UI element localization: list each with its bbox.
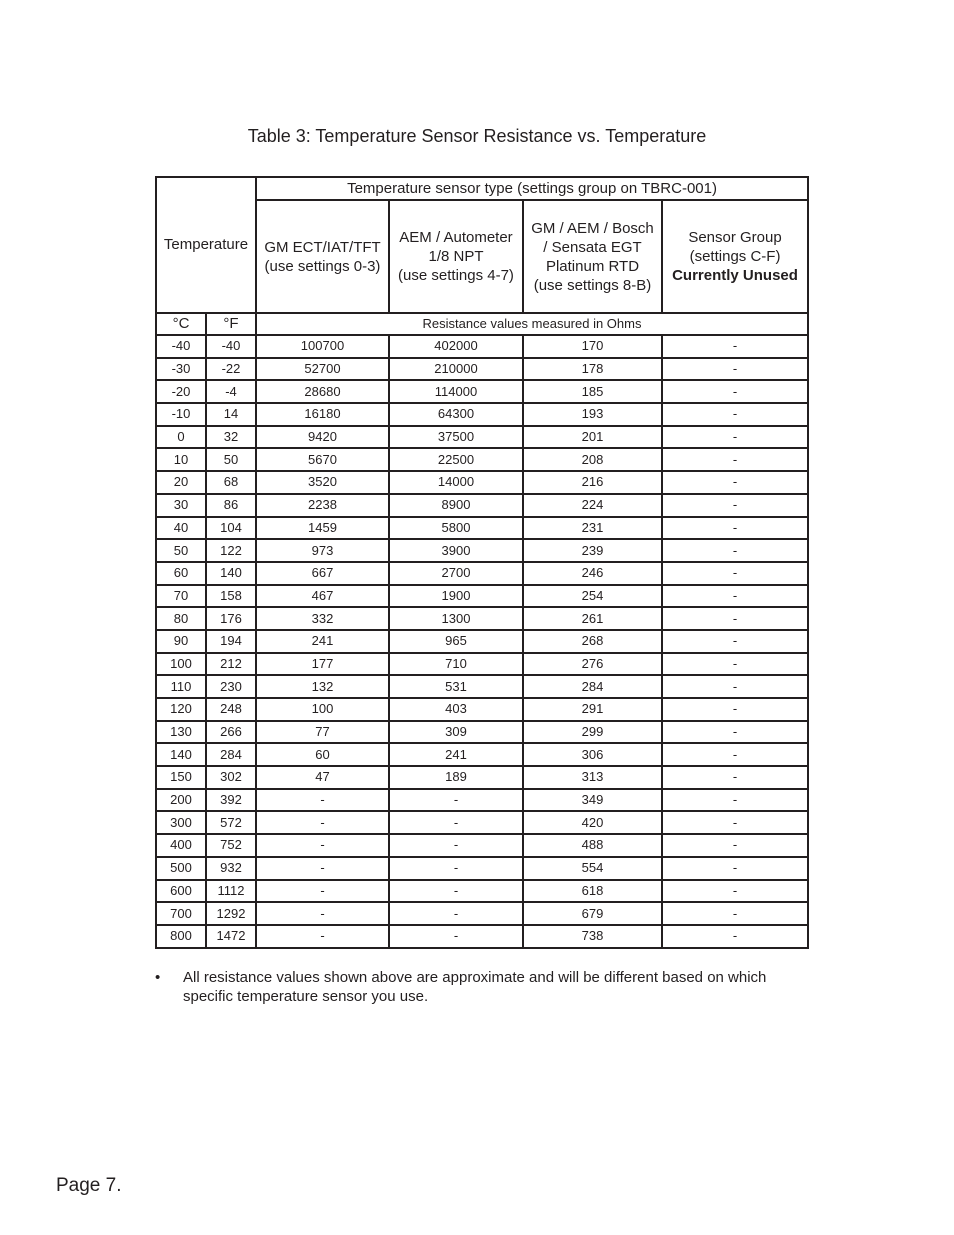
unused-group-cell: - [662, 880, 808, 903]
gm-ect-cell: 60 [256, 743, 389, 766]
table-row [156, 562, 808, 585]
temp-f-cell: 50 [206, 448, 256, 471]
temp-c-cell: 300 [156, 811, 206, 834]
table-row [156, 426, 808, 449]
temp-f-cell: 230 [206, 675, 256, 698]
aem-autometer-cell: 3900 [389, 539, 523, 562]
temp-c-cell: -10 [156, 403, 206, 426]
temp-c-cell: 20 [156, 471, 206, 494]
egt-rtd-cell: 201 [523, 426, 662, 449]
aem-autometer-cell: - [389, 902, 523, 925]
gm-ect-cell: 100 [256, 698, 389, 721]
gm-ect-cell: - [256, 857, 389, 880]
aem-autometer-cell: 37500 [389, 426, 523, 449]
bullet-icon: • [155, 969, 161, 986]
gm-ect-cell: 9420 [256, 426, 389, 449]
table-row [156, 403, 808, 426]
temp-c-cell: 500 [156, 857, 206, 880]
unused-group-cell: - [662, 766, 808, 789]
gm-ect-cell: - [256, 925, 389, 948]
table-row [156, 471, 808, 494]
table-row [156, 494, 808, 517]
aem-autometer-cell: - [389, 834, 523, 857]
temp-f-cell: -4 [206, 380, 256, 403]
unused-group-cell: - [662, 902, 808, 925]
temp-c-cell: -40 [156, 335, 206, 358]
temp-f-cell: 1472 [206, 925, 256, 948]
table-row [156, 448, 808, 471]
gm-ect-cell: - [256, 811, 389, 834]
egt-rtd-cell: 488 [523, 834, 662, 857]
gm-ect-cell: 16180 [256, 403, 389, 426]
table-row [156, 380, 808, 403]
table-row [156, 902, 808, 925]
aem-autometer-cell: 710 [389, 653, 523, 676]
unused-group-cell: - [662, 834, 808, 857]
table-row [156, 857, 808, 880]
temp-c-cell: 0 [156, 426, 206, 449]
unused-group-cell: - [662, 925, 808, 948]
aem-autometer-cell: 241 [389, 743, 523, 766]
aem-autometer-cell: 189 [389, 766, 523, 789]
column-header-line: (use settings 8-B) [533, 276, 652, 294]
temp-c-cell: 120 [156, 698, 206, 721]
temp-f-cell: 1292 [206, 902, 256, 925]
table-row [156, 585, 808, 608]
egt-rtd-cell: 208 [523, 448, 662, 471]
column-header-line: (settings C-F) [689, 248, 781, 265]
egt-rtd-cell: 239 [523, 539, 662, 562]
unused-group-cell: - [662, 517, 808, 540]
table-row [156, 675, 808, 698]
gm-ect-cell: 132 [256, 675, 389, 698]
egt-rtd-cell: 268 [523, 630, 662, 653]
table-row [156, 698, 808, 721]
unused-group-cell: - [662, 426, 808, 449]
egt-rtd-cell: 170 [523, 335, 662, 358]
gm-ect-cell: 28680 [256, 380, 389, 403]
aem-autometer-cell: 8900 [389, 494, 523, 517]
column-header-aem-autometer [389, 200, 523, 313]
temp-f-cell: 194 [206, 630, 256, 653]
unused-group-cell: - [662, 698, 808, 721]
egt-rtd-cell: 261 [523, 607, 662, 630]
aem-autometer-cell: - [389, 811, 523, 834]
gm-ect-cell: 77 [256, 721, 389, 744]
egt-rtd-cell: 299 [523, 721, 662, 744]
column-header-egt-rtd [523, 200, 662, 313]
aem-autometer-cell: - [389, 857, 523, 880]
temp-c-cell: 40 [156, 517, 206, 540]
aem-autometer-cell: 22500 [389, 448, 523, 471]
gm-ect-cell: 467 [256, 585, 389, 608]
sensor-type-header: Temperature sensor type (settings group on TBRC-001) [256, 177, 808, 200]
column-header-line [663, 266, 807, 285]
gm-ect-cell: 241 [256, 630, 389, 653]
gm-ect-cell: 973 [256, 539, 389, 562]
table-row [156, 880, 808, 903]
unused-group-cell: - [662, 585, 808, 608]
unused-group-cell: - [662, 403, 808, 426]
temp-c-cell: 70 [156, 585, 206, 608]
temp-f-cell: 14 [206, 403, 256, 426]
unused-group-cell: - [662, 562, 808, 585]
egt-rtd-cell: 246 [523, 562, 662, 585]
egt-rtd-cell: 231 [523, 517, 662, 540]
aem-autometer-cell: 210000 [389, 358, 523, 381]
egt-rtd-cell: 254 [523, 585, 662, 608]
column-header-line: (use settings 4-7) [398, 267, 514, 284]
temp-c-cell: 80 [156, 607, 206, 630]
column-header-line: GM / AEM / Bosch [531, 219, 654, 237]
egt-rtd-cell: 618 [523, 880, 662, 903]
temp-f-cell: 86 [206, 494, 256, 517]
temp-f-cell: 122 [206, 539, 256, 562]
temp-f-cell: 176 [206, 607, 256, 630]
currently-unused-label: Currently Unused [672, 267, 798, 284]
temp-f-cell: 158 [206, 585, 256, 608]
temp-f-cell: 932 [206, 857, 256, 880]
temp-c-cell: 150 [156, 766, 206, 789]
temp-f-cell: 104 [206, 517, 256, 540]
aem-autometer-cell: 5800 [389, 517, 523, 540]
gm-ect-cell: - [256, 902, 389, 925]
temp-f-cell: 212 [206, 653, 256, 676]
aem-autometer-cell: 14000 [389, 471, 523, 494]
egt-rtd-cell: 284 [523, 675, 662, 698]
unused-group-cell: - [662, 743, 808, 766]
temp-c-cell: 10 [156, 448, 206, 471]
table-row [156, 607, 808, 630]
gm-ect-cell: 52700 [256, 358, 389, 381]
gm-ect-cell: 100700 [256, 335, 389, 358]
temp-f-cell: 68 [206, 471, 256, 494]
gm-ect-cell: - [256, 789, 389, 812]
column-header-line: 1/8 NPT [428, 248, 484, 265]
temp-f-cell: -22 [206, 358, 256, 381]
temp-c-cell: 700 [156, 902, 206, 925]
gm-ect-cell: 177 [256, 653, 389, 676]
temperature-header: Temperature [156, 177, 256, 313]
aem-autometer-cell: 114000 [389, 380, 523, 403]
aem-autometer-cell: - [389, 925, 523, 948]
temp-c-cell: 130 [156, 721, 206, 744]
sensor-resistance-table [155, 176, 809, 949]
temp-f-cell: 392 [206, 789, 256, 812]
temp-c-cell: 60 [156, 562, 206, 585]
unused-group-cell: - [662, 539, 808, 562]
egt-rtd-cell: 679 [523, 902, 662, 925]
temp-c-cell: 50 [156, 539, 206, 562]
table-row [156, 630, 808, 653]
unused-group-cell: - [662, 607, 808, 630]
column-header-line: AEM / Autometer [399, 229, 513, 246]
egt-rtd-cell: 349 [523, 789, 662, 812]
temp-c-cell: 600 [156, 880, 206, 903]
column-header-line: (use settings 0-3) [264, 257, 381, 275]
table-row [156, 653, 808, 676]
egt-rtd-cell: 216 [523, 471, 662, 494]
unused-group-cell: - [662, 335, 808, 358]
temp-c-cell: 140 [156, 743, 206, 766]
table-row [156, 925, 808, 948]
celsius-unit-header: °C [156, 313, 206, 335]
gm-ect-cell: 667 [256, 562, 389, 585]
page-number: Page 7. [56, 1175, 122, 1196]
aem-autometer-cell: 2700 [389, 562, 523, 585]
column-header-gm-ect [256, 200, 389, 313]
table-row [156, 834, 808, 857]
egt-rtd-cell: 306 [523, 743, 662, 766]
unused-group-cell: - [662, 358, 808, 381]
resistance-units-note: Resistance values measured in Ohms [256, 313, 808, 335]
temp-f-cell: -40 [206, 335, 256, 358]
gm-ect-cell: 1459 [256, 517, 389, 540]
column-header-line: GM ECT/IAT/TFT [264, 238, 381, 256]
egt-rtd-cell: 554 [523, 857, 662, 880]
temp-c-cell: 30 [156, 494, 206, 517]
egt-rtd-cell: 185 [523, 380, 662, 403]
aem-autometer-cell: 1300 [389, 607, 523, 630]
aem-autometer-cell: 64300 [389, 403, 523, 426]
aem-autometer-cell: 402000 [389, 335, 523, 358]
table-row [156, 721, 808, 744]
aem-autometer-cell: - [389, 880, 523, 903]
temp-c-cell: 800 [156, 925, 206, 948]
temp-c-cell: 90 [156, 630, 206, 653]
unused-group-cell: - [662, 789, 808, 812]
aem-autometer-cell: - [389, 789, 523, 812]
unused-group-cell: - [662, 471, 808, 494]
table-row [156, 743, 808, 766]
gm-ect-cell: 332 [256, 607, 389, 630]
footnote-text: All resistance values shown above are approximate and will be different based on which specific temperature sensor you use. [183, 969, 767, 1005]
temp-f-cell: 1112 [206, 880, 256, 903]
unused-group-cell: - [662, 380, 808, 403]
unused-group-cell: - [662, 721, 808, 744]
temp-c-cell: 110 [156, 675, 206, 698]
egt-rtd-cell: 420 [523, 811, 662, 834]
gm-ect-cell: 3520 [256, 471, 389, 494]
gm-ect-cell: 47 [256, 766, 389, 789]
fahrenheit-unit-header: °F [206, 313, 256, 335]
column-header-unused-group [662, 200, 808, 313]
egt-rtd-cell: 738 [523, 925, 662, 948]
table-body [156, 335, 808, 948]
egt-rtd-cell: 178 [523, 358, 662, 381]
gm-ect-cell: - [256, 880, 389, 903]
table-row [156, 358, 808, 381]
egt-rtd-cell: 193 [523, 403, 662, 426]
unused-group-cell: - [662, 857, 808, 880]
temp-f-cell: 248 [206, 698, 256, 721]
temp-f-cell: 140 [206, 562, 256, 585]
egt-rtd-cell: 224 [523, 494, 662, 517]
aem-autometer-cell: 965 [389, 630, 523, 653]
column-header-line: Platinum RTD [545, 257, 640, 275]
aem-autometer-cell: 1900 [389, 585, 523, 608]
table-row [156, 811, 808, 834]
unused-group-cell: - [662, 630, 808, 653]
unused-group-cell: - [662, 675, 808, 698]
table-row [156, 766, 808, 789]
temp-f-cell: 284 [206, 743, 256, 766]
table-row [156, 335, 808, 358]
table-title: Table 3: Temperature Sensor Resistance vs. Temperature [247, 126, 707, 146]
temp-f-cell: 32 [206, 426, 256, 449]
unused-group-cell: - [662, 494, 808, 517]
temp-c-cell: -20 [156, 380, 206, 403]
table-row [156, 539, 808, 562]
temp-c-cell: 100 [156, 653, 206, 676]
temp-c-cell: 400 [156, 834, 206, 857]
column-header-line: Sensor Group [688, 229, 782, 246]
footnote [155, 968, 815, 1006]
temp-c-cell: 200 [156, 789, 206, 812]
egt-rtd-cell: 291 [523, 698, 662, 721]
unused-group-cell: - [662, 811, 808, 834]
temp-f-cell: 302 [206, 766, 256, 789]
egt-rtd-cell: 313 [523, 766, 662, 789]
unused-group-cell: - [662, 653, 808, 676]
gm-ect-cell: - [256, 834, 389, 857]
unused-group-cell: - [662, 448, 808, 471]
aem-autometer-cell: 309 [389, 721, 523, 744]
gm-ect-cell: 5670 [256, 448, 389, 471]
gm-ect-cell: 2238 [256, 494, 389, 517]
column-header-line: / Sensata EGT [543, 238, 642, 256]
egt-rtd-cell: 276 [523, 653, 662, 676]
temp-f-cell: 572 [206, 811, 256, 834]
aem-autometer-cell: 403 [389, 698, 523, 721]
temp-f-cell: 752 [206, 834, 256, 857]
temp-f-cell: 266 [206, 721, 256, 744]
table-row [156, 517, 808, 540]
aem-autometer-cell: 531 [389, 675, 523, 698]
temp-c-cell: -30 [156, 358, 206, 381]
table-row [156, 789, 808, 812]
